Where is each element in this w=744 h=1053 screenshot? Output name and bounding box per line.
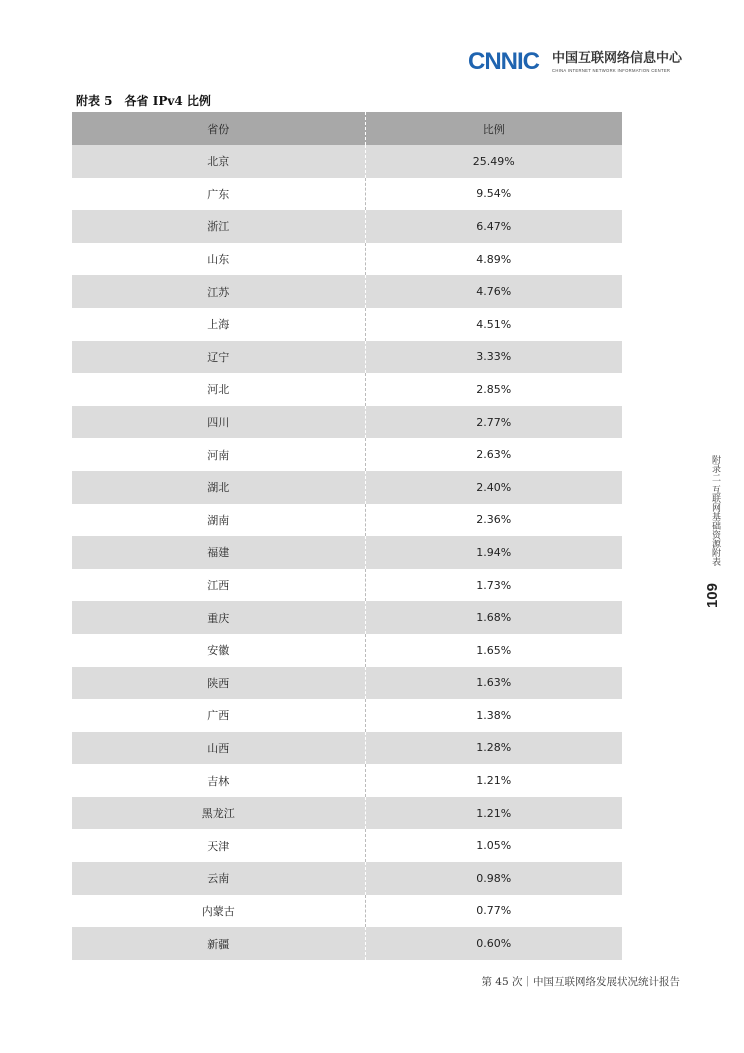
table-row bbox=[72, 145, 622, 178]
cnnic-logo bbox=[468, 50, 688, 80]
province-cell: 辽宁 bbox=[72, 341, 365, 374]
province-cell: 浙江 bbox=[72, 210, 365, 243]
header-province: 省份 bbox=[72, 112, 365, 145]
side-section-label: 附录二 互联网基础资源附表 bbox=[710, 455, 720, 566]
page-number: 109 bbox=[704, 583, 721, 609]
page-footer: 第 45 次｜中国互联网络发展状况统计报告 bbox=[481, 976, 680, 988]
table-title bbox=[76, 92, 211, 109]
ratio-cell: 1.68% bbox=[365, 601, 622, 634]
ratio-cell: 4.51% bbox=[365, 308, 622, 341]
table-row bbox=[72, 406, 622, 439]
table-row bbox=[72, 471, 622, 504]
table-row bbox=[72, 829, 622, 862]
province-cell: 新疆 bbox=[72, 927, 365, 960]
table-row bbox=[72, 536, 622, 569]
province-cell: 河北 bbox=[72, 373, 365, 406]
province-cell: 安徽 bbox=[72, 634, 365, 667]
table-row bbox=[72, 210, 622, 243]
table-row bbox=[72, 732, 622, 765]
ratio-cell: 4.89% bbox=[365, 243, 622, 276]
province-cell: 北京 bbox=[72, 145, 365, 178]
table-row bbox=[72, 569, 622, 602]
ratio-cell: 2.40% bbox=[365, 471, 622, 504]
logo-mark: CNNIC bbox=[468, 48, 539, 75]
ratio-cell: 1.28% bbox=[365, 732, 622, 765]
ratio-cell: 1.73% bbox=[365, 569, 622, 602]
ratio-cell: 1.05% bbox=[365, 829, 622, 862]
province-cell: 江西 bbox=[72, 569, 365, 602]
table-row bbox=[72, 862, 622, 895]
table-row bbox=[72, 927, 622, 960]
province-cell: 山西 bbox=[72, 732, 365, 765]
table-row bbox=[72, 438, 622, 471]
header-ratio: 比例 bbox=[365, 112, 622, 145]
ratio-cell: 3.33% bbox=[365, 341, 622, 374]
ratio-cell: 0.60% bbox=[365, 927, 622, 960]
table-header-row bbox=[72, 112, 622, 145]
province-cell: 江苏 bbox=[72, 275, 365, 308]
ratio-cell: 1.21% bbox=[365, 797, 622, 830]
table-row bbox=[72, 601, 622, 634]
ratio-cell: 2.77% bbox=[365, 406, 622, 439]
province-cell: 广西 bbox=[72, 699, 365, 732]
ratio-cell: 25.49% bbox=[365, 145, 622, 178]
table-row bbox=[72, 764, 622, 797]
province-cell: 陕西 bbox=[72, 667, 365, 700]
ratio-cell: 2.63% bbox=[365, 438, 622, 471]
table-row bbox=[72, 275, 622, 308]
ratio-cell: 0.77% bbox=[365, 895, 622, 928]
province-cell: 内蒙古 bbox=[72, 895, 365, 928]
table-row bbox=[72, 797, 622, 830]
table-row bbox=[72, 667, 622, 700]
table-row bbox=[72, 178, 622, 211]
table-row bbox=[72, 895, 622, 928]
province-cell: 黑龙江 bbox=[72, 797, 365, 830]
province-cell: 天津 bbox=[72, 829, 365, 862]
table-title-label: 附表 5 bbox=[76, 94, 113, 108]
table-row bbox=[72, 341, 622, 374]
table-row bbox=[72, 699, 622, 732]
ratio-cell: 2.85% bbox=[365, 373, 622, 406]
ipv4-province-table bbox=[72, 112, 622, 960]
table-row bbox=[72, 308, 622, 341]
ratio-cell: 1.65% bbox=[365, 634, 622, 667]
ratio-cell: 1.94% bbox=[365, 536, 622, 569]
ratio-cell: 1.63% bbox=[365, 667, 622, 700]
logo-chinese-name: 中国互联网络信息中心 bbox=[552, 51, 683, 66]
table-row bbox=[72, 504, 622, 537]
province-cell: 福建 bbox=[72, 536, 365, 569]
ratio-cell: 2.36% bbox=[365, 504, 622, 537]
ratio-cell: 1.38% bbox=[365, 699, 622, 732]
table-title-text: 各省 IPv4 比例 bbox=[124, 94, 211, 108]
province-cell: 重庆 bbox=[72, 601, 365, 634]
ratio-cell: 9.54% bbox=[365, 178, 622, 211]
table-row bbox=[72, 373, 622, 406]
province-cell: 云南 bbox=[72, 862, 365, 895]
table-row bbox=[72, 634, 622, 667]
ratio-cell: 0.98% bbox=[365, 862, 622, 895]
province-cell: 湖南 bbox=[72, 504, 365, 537]
province-cell: 湖北 bbox=[72, 471, 365, 504]
table-row bbox=[72, 243, 622, 276]
province-cell: 四川 bbox=[72, 406, 365, 439]
province-cell: 吉林 bbox=[72, 764, 365, 797]
ratio-cell: 4.76% bbox=[365, 275, 622, 308]
ratio-cell: 1.21% bbox=[365, 764, 622, 797]
province-cell: 上海 bbox=[72, 308, 365, 341]
province-cell: 河南 bbox=[72, 438, 365, 471]
province-cell: 广东 bbox=[72, 178, 365, 211]
ratio-cell: 6.47% bbox=[365, 210, 622, 243]
province-cell: 山东 bbox=[72, 243, 365, 276]
logo-english-name: CHINA INTERNET NETWORK INFORMATION CENTER bbox=[552, 68, 671, 73]
